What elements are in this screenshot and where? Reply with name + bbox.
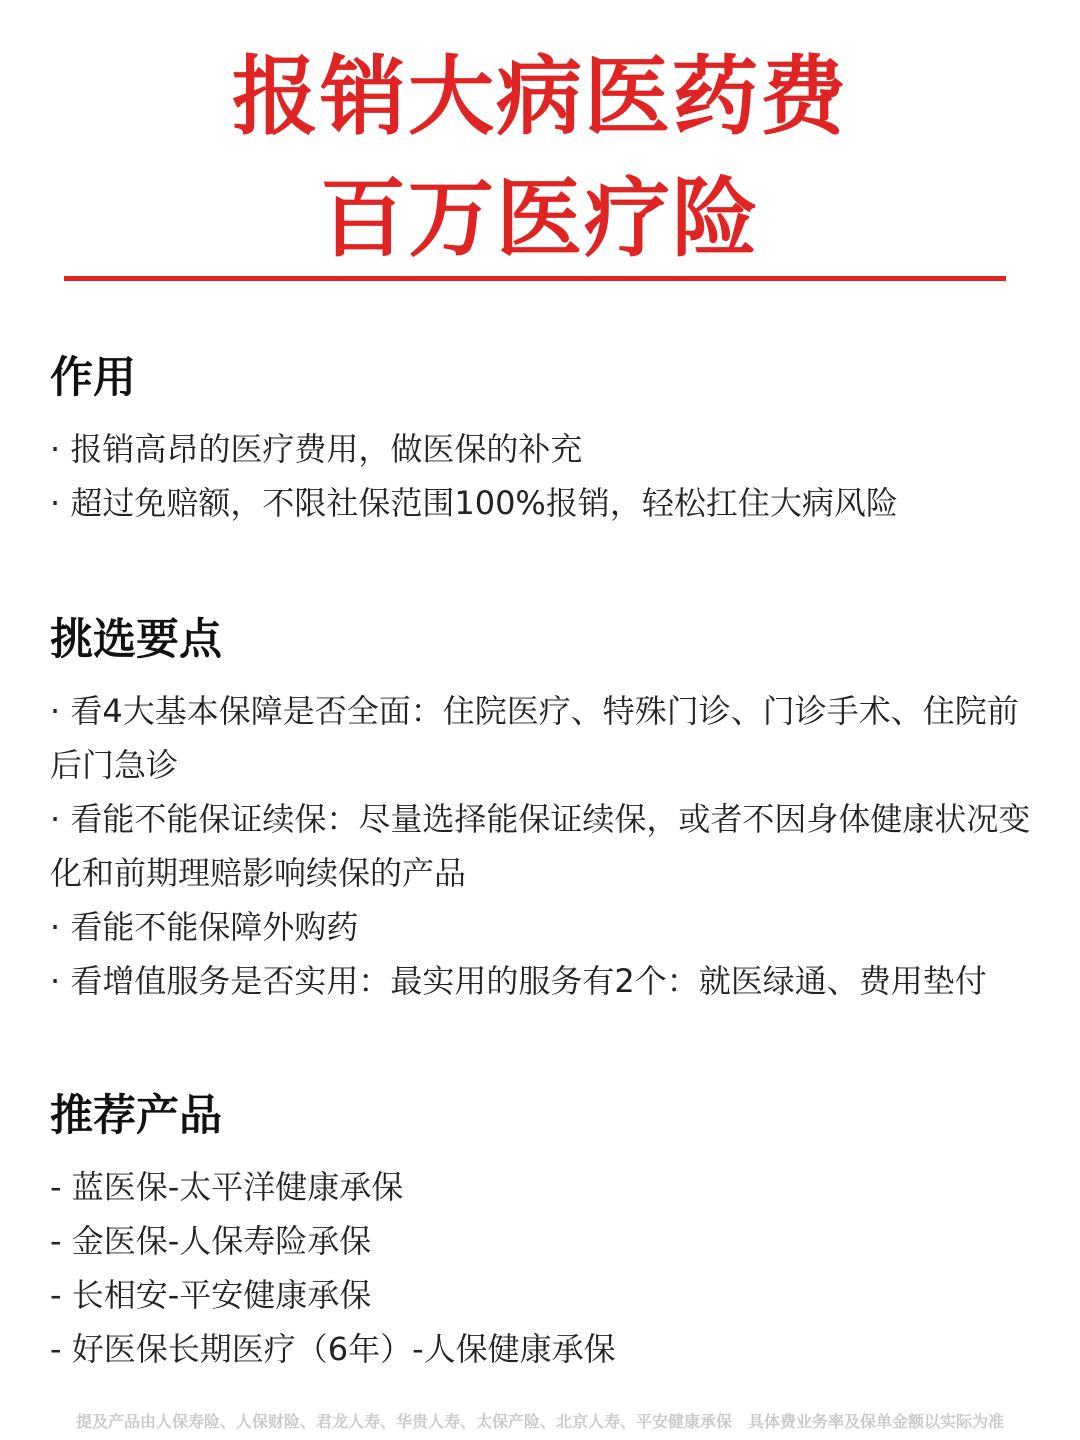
list-item: · 看增值服务是否实用：最实用的服务有2个：就医绿通、费用垫付	[50, 962, 987, 1000]
list-item: · 看能不能保障外购药	[50, 908, 359, 946]
list-item: - 好医保长期医疗（6年）-人保健康承保	[50, 1330, 616, 1368]
section-heading: 作用	[50, 353, 136, 403]
section-heading: 推荐产品	[50, 1091, 222, 1141]
footer-disclaimer: 提及产品由人保寿险、人保财险、君龙人寿、华贵人寿、太保产险、北京人寿、平安健康承保 具体费业务率及保单金额以实际为准	[75, 1412, 1004, 1431]
list-item: · 看4大基本保障是否全面：住院医疗、特殊门诊、门诊手术、住院前后门急诊	[50, 692, 1019, 784]
section-function	[50, 348, 1040, 530]
title-line-1: 报销大病医药费	[232, 47, 848, 147]
list-item: · 看能不能保证续保：尽量选择能保证续保，或者不因身体健康状况变化和前期理赔影响续保的产品	[50, 800, 1031, 892]
list-item: - 长相安-平安健康承保	[50, 1276, 372, 1314]
page-title	[0, 36, 1080, 280]
title-divider	[64, 276, 1006, 281]
section-heading: 挑选要点	[50, 615, 222, 665]
list-item: - 蓝医保-太平洋健康承保	[50, 1168, 404, 1206]
list-item: · 报销高昂的医疗费用，做医保的补充	[50, 430, 583, 468]
section-recommended-products	[50, 1086, 1040, 1376]
title-line-2: 百万医疗险	[320, 169, 760, 269]
section-selection-tips	[50, 610, 1040, 1008]
list-item: - 金医保-人保寿险承保	[50, 1222, 372, 1260]
list-item: · 超过免赔额，不限社保范围100%报销，轻松扛住大病风险	[50, 484, 898, 522]
